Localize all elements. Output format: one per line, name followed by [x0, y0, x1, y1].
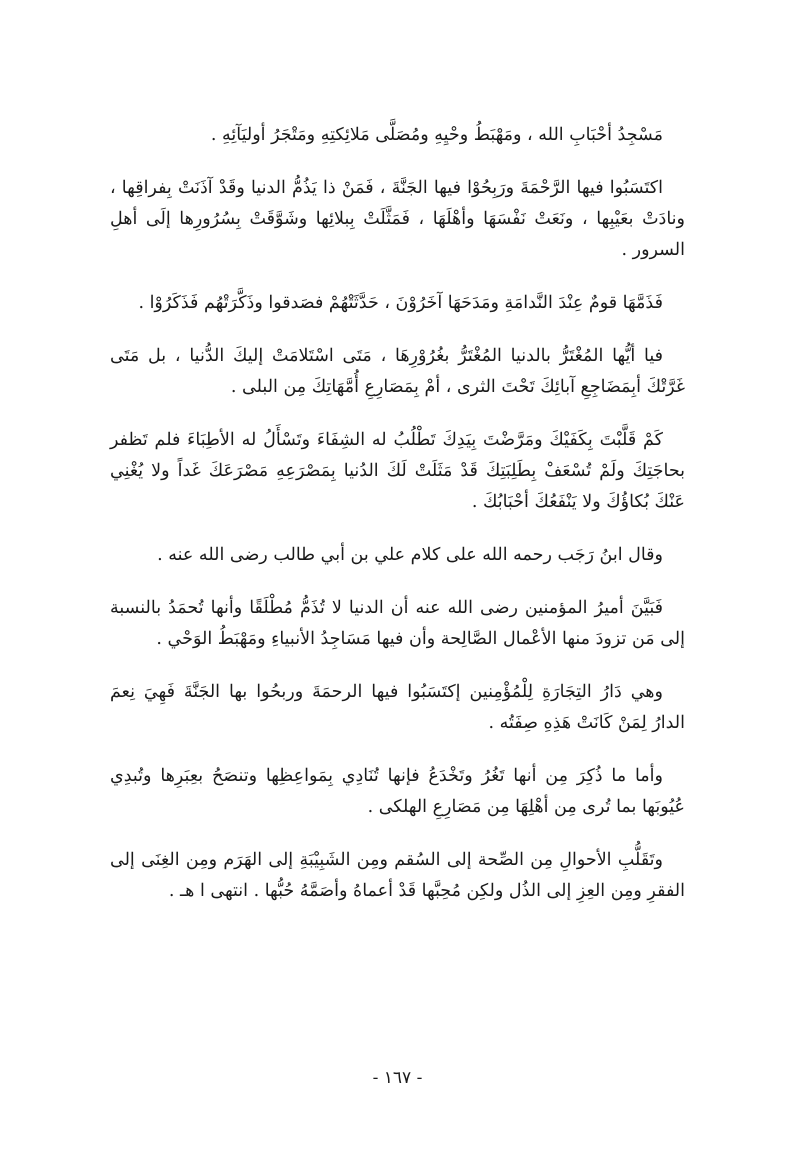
paragraph-10: وتَقَلُّبِ الأحوالِ مِن الصِّحة إلى السُقم ومِن الشَبِيْبَةِ إلى الهَرَم ومِن الغِنَى إلى الفقرِ ومِن العِزِ إلى الذُل ولكِن مُحِبَّها قَدْ أعماهُ وأصَمَّهُ حُبُّها . انتهى ا هـ . [110, 850, 685, 901]
paragraph-6: وقال ابنُ رَجَب رحمه الله على كلام علي بن أبي طالب رضى الله عنه . [157, 545, 663, 565]
paragraph-5: كَمْ قَلَّبْتَ بِكَفَيْكَ ومَرَّضْتَ بِيَدِكَ تَطْلُبُ له الشِفَاءَ وتَسْأَلُ له الأطِبَاءَ فلم تَظفر بحاجَتِكَ ولَمْ تُسْعَفْ بِطَلِبَتِكَ قَدْ مَثَلَتْ لَكَ الدُنيا بِمَصْرَعِهِ مَصْرَعَكَ غَداً ولا يُغْنِي عَنْكَ بُكاؤُكَ ولا يَنْفَعُكَ أحْبَابُكَ . [110, 430, 685, 512]
page-body [110, 120, 685, 929]
paragraph-7: فَبَيَّنَ أميرُ المؤمنين رضى الله عنه أن الدنيا لا تُذَمُّ مُطْلَقًا وأنها تُحمَدُ بالنسبة إلى مَن تزودَ منها الأعْمال الصَّالِحة وأن فيها مَسَاجِدُ الأنبياءِ ومَهْبَطُ الوَحْي . [110, 598, 685, 649]
paragraph-8: وهي دَارُ التِجَارَةِ لِلْمُؤْمِنين إكتَسَبُوا فيها الرحمَةَ وربحُوا بها الجَنَّةَ فَهِيَ نِعمَ الدارُ لِمَنْ كَانَتْ هَذِهِ صِفَتُه . [110, 682, 685, 733]
paragraph-4: فيا أيُّها المُغْتَرُّ بالدنيا المُغْتَرُّ بغُرُوْرِهَا ، مَتَى اسْتَلامَتْ إليكَ الدُّنيا ، بل مَتَى غَرَّتْكَ أبِمَضَاجِعِ آبائِكَ تَحْتَ الثرى ، أمْ بِمَصَارِعِ أُمَّهَاتِكَ مِن البلى . [110, 346, 685, 397]
paragraph-9: وأما ما ذُكِرَ مِن أنها تَغُرُ وتَخْدَعُ فإنها تُنَادِي بِمَواعِظِها وتنصَحُ بعِبَرِها وتُبدِي عُيُوبَها بما تُرى مِن أهْلِهَا مِن مَصَارِعِ الهلكى . [110, 766, 685, 817]
paragraph-3: فَذَمَّهَا قومٌ عِنْدَ النَّدامَةِ ومَدَحَهَا آخَرُوْنَ ، حَدَّثَتْهُمْ فصَدقوا وذَكَّرَتْهُم فَذَكَرُوْا . [138, 293, 663, 313]
paragraph-2: اكتَسَبُوا فيها الرَّحْمَةَ ورَبِحُوْا فيها الجَنَّةَ ، فَمَنْ ذا يَذُمُّ الدنيا وقَدْ آذَنَتْ بِفراقِها ، ونادَتْ بعَيْبِها ، ونَعَتْ نَفْسَهَا وأهْلَهَا ، فَمَثَّلَتْ بِبلائِها وشَوَّقَتْ بِسُرُورِها إلَى أهلِ السرور . [110, 178, 685, 260]
paragraph-1: مَسْجِدُ أحْبَابِ الله ، ومَهْبَطُ وحْيِهِ ومُصَلَّى مَلائِكتِهِ ومَتْجَرُ أوليَآئِهِ . [210, 125, 663, 145]
page-number: - ١٦٧ - [372, 1068, 423, 1088]
